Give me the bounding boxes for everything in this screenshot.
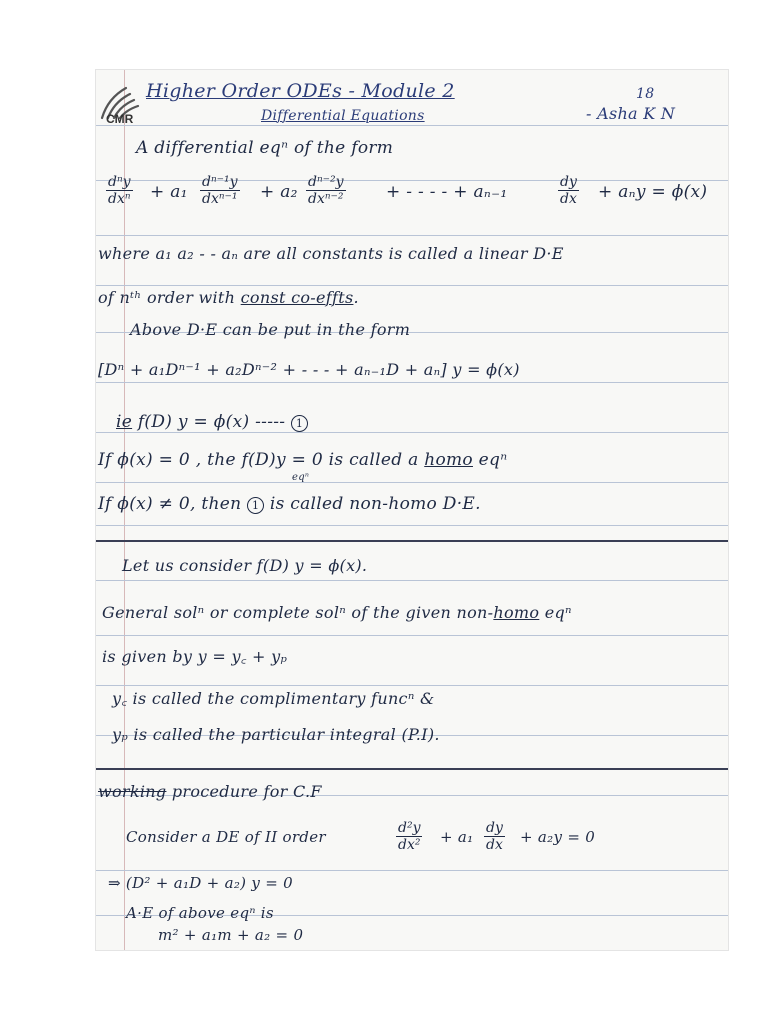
math-term: + a₂y = 0 bbox=[520, 828, 596, 846]
math-term: + aₙy = ϕ(x) bbox=[598, 182, 708, 202]
fraction: dⁿy dxⁿ bbox=[108, 174, 131, 207]
ruled-line bbox=[96, 285, 728, 286]
text-line: m² + a₁m + a₂ = 0 bbox=[158, 926, 304, 944]
page-title: Higher Order ODEs - Module 2 bbox=[146, 80, 455, 102]
ruled-line bbox=[96, 580, 728, 581]
text-line: Above D·E can be put in the form bbox=[130, 320, 411, 339]
page-subtitle: Differential Equations bbox=[261, 108, 425, 124]
ruled-line bbox=[96, 382, 728, 383]
ruled-line bbox=[96, 635, 728, 636]
fraction: $\frac{dy}{dx}$ bbox=[560, 174, 577, 207]
ruled-line bbox=[96, 180, 728, 181]
text-line: If ϕ(x) = 0 , the f(D)y = 0 is called a homo eqⁿ bbox=[98, 450, 508, 470]
fraction: dⁿ⁻¹y dxⁿ⁻¹ bbox=[202, 174, 238, 207]
text-line: is given by y = y꜀ + yₚ bbox=[102, 647, 288, 666]
fraction: dⁿ⁻²y dxⁿ⁻² bbox=[308, 174, 344, 207]
page-number: 18 bbox=[636, 86, 655, 102]
text-annotation: eqⁿ bbox=[292, 472, 310, 483]
notebook-page bbox=[96, 70, 728, 950]
text-line: working procedure for C.F bbox=[98, 782, 322, 801]
math-term: + a₂ bbox=[260, 182, 298, 202]
text-line: General solⁿ or complete solⁿ of the given non-homo eqⁿ bbox=[102, 603, 572, 622]
text-line: Let us consider f(D) y = ϕ(x). bbox=[122, 556, 368, 575]
author-name: - Asha K N bbox=[586, 104, 676, 123]
text-line: A differential eqⁿ of the form bbox=[136, 138, 394, 158]
logo-text: CMR bbox=[106, 112, 134, 126]
section-divider bbox=[96, 540, 728, 542]
text-line: Consider a DE of II order bbox=[126, 828, 326, 846]
section-divider bbox=[96, 768, 728, 770]
text-line: yₚ is called the particular integral (P.I). bbox=[112, 725, 440, 744]
text-line: y꜀ is called the complimentary funcⁿ & bbox=[112, 689, 435, 708]
text-line: A·E of above eqⁿ is bbox=[126, 904, 274, 922]
math-term: + a₁ bbox=[150, 182, 188, 202]
ruled-line bbox=[96, 125, 728, 126]
ruled-line bbox=[96, 525, 728, 526]
ruled-line bbox=[96, 482, 728, 483]
math-term: + - - - - + aₙ₋₁ bbox=[386, 182, 508, 202]
ruled-line bbox=[96, 432, 728, 433]
text-line: ie f(D) y = ϕ(x) ----- 1 bbox=[116, 412, 308, 432]
text-line: where a₁ a₂ - - aₙ are all constants is called a linear D·E bbox=[98, 244, 564, 263]
text-line: of nᵗʰ order with const co-effts. bbox=[98, 288, 359, 307]
operator-equation: [Dⁿ + a₁Dⁿ⁻¹ + a₂Dⁿ⁻² + - - - + aₙ₋₁D + aₙ] y = ϕ(x) bbox=[98, 360, 520, 379]
ruled-line bbox=[96, 870, 728, 871]
text-line: ⇒ (D² + a₁D + a₂) y = 0 bbox=[108, 874, 294, 892]
ruled-line bbox=[96, 685, 728, 686]
fraction: $\frac{\text{d²y}}{\text{dx²}}$ bbox=[398, 820, 421, 853]
math-term: + a₁ bbox=[440, 828, 474, 846]
text-line: If ϕ(x) ≠ 0, then 1 is called non-homo D·E. bbox=[98, 494, 481, 514]
fraction: $\frac{dy}{dx}$ bbox=[486, 820, 503, 853]
ruled-line bbox=[96, 235, 728, 236]
